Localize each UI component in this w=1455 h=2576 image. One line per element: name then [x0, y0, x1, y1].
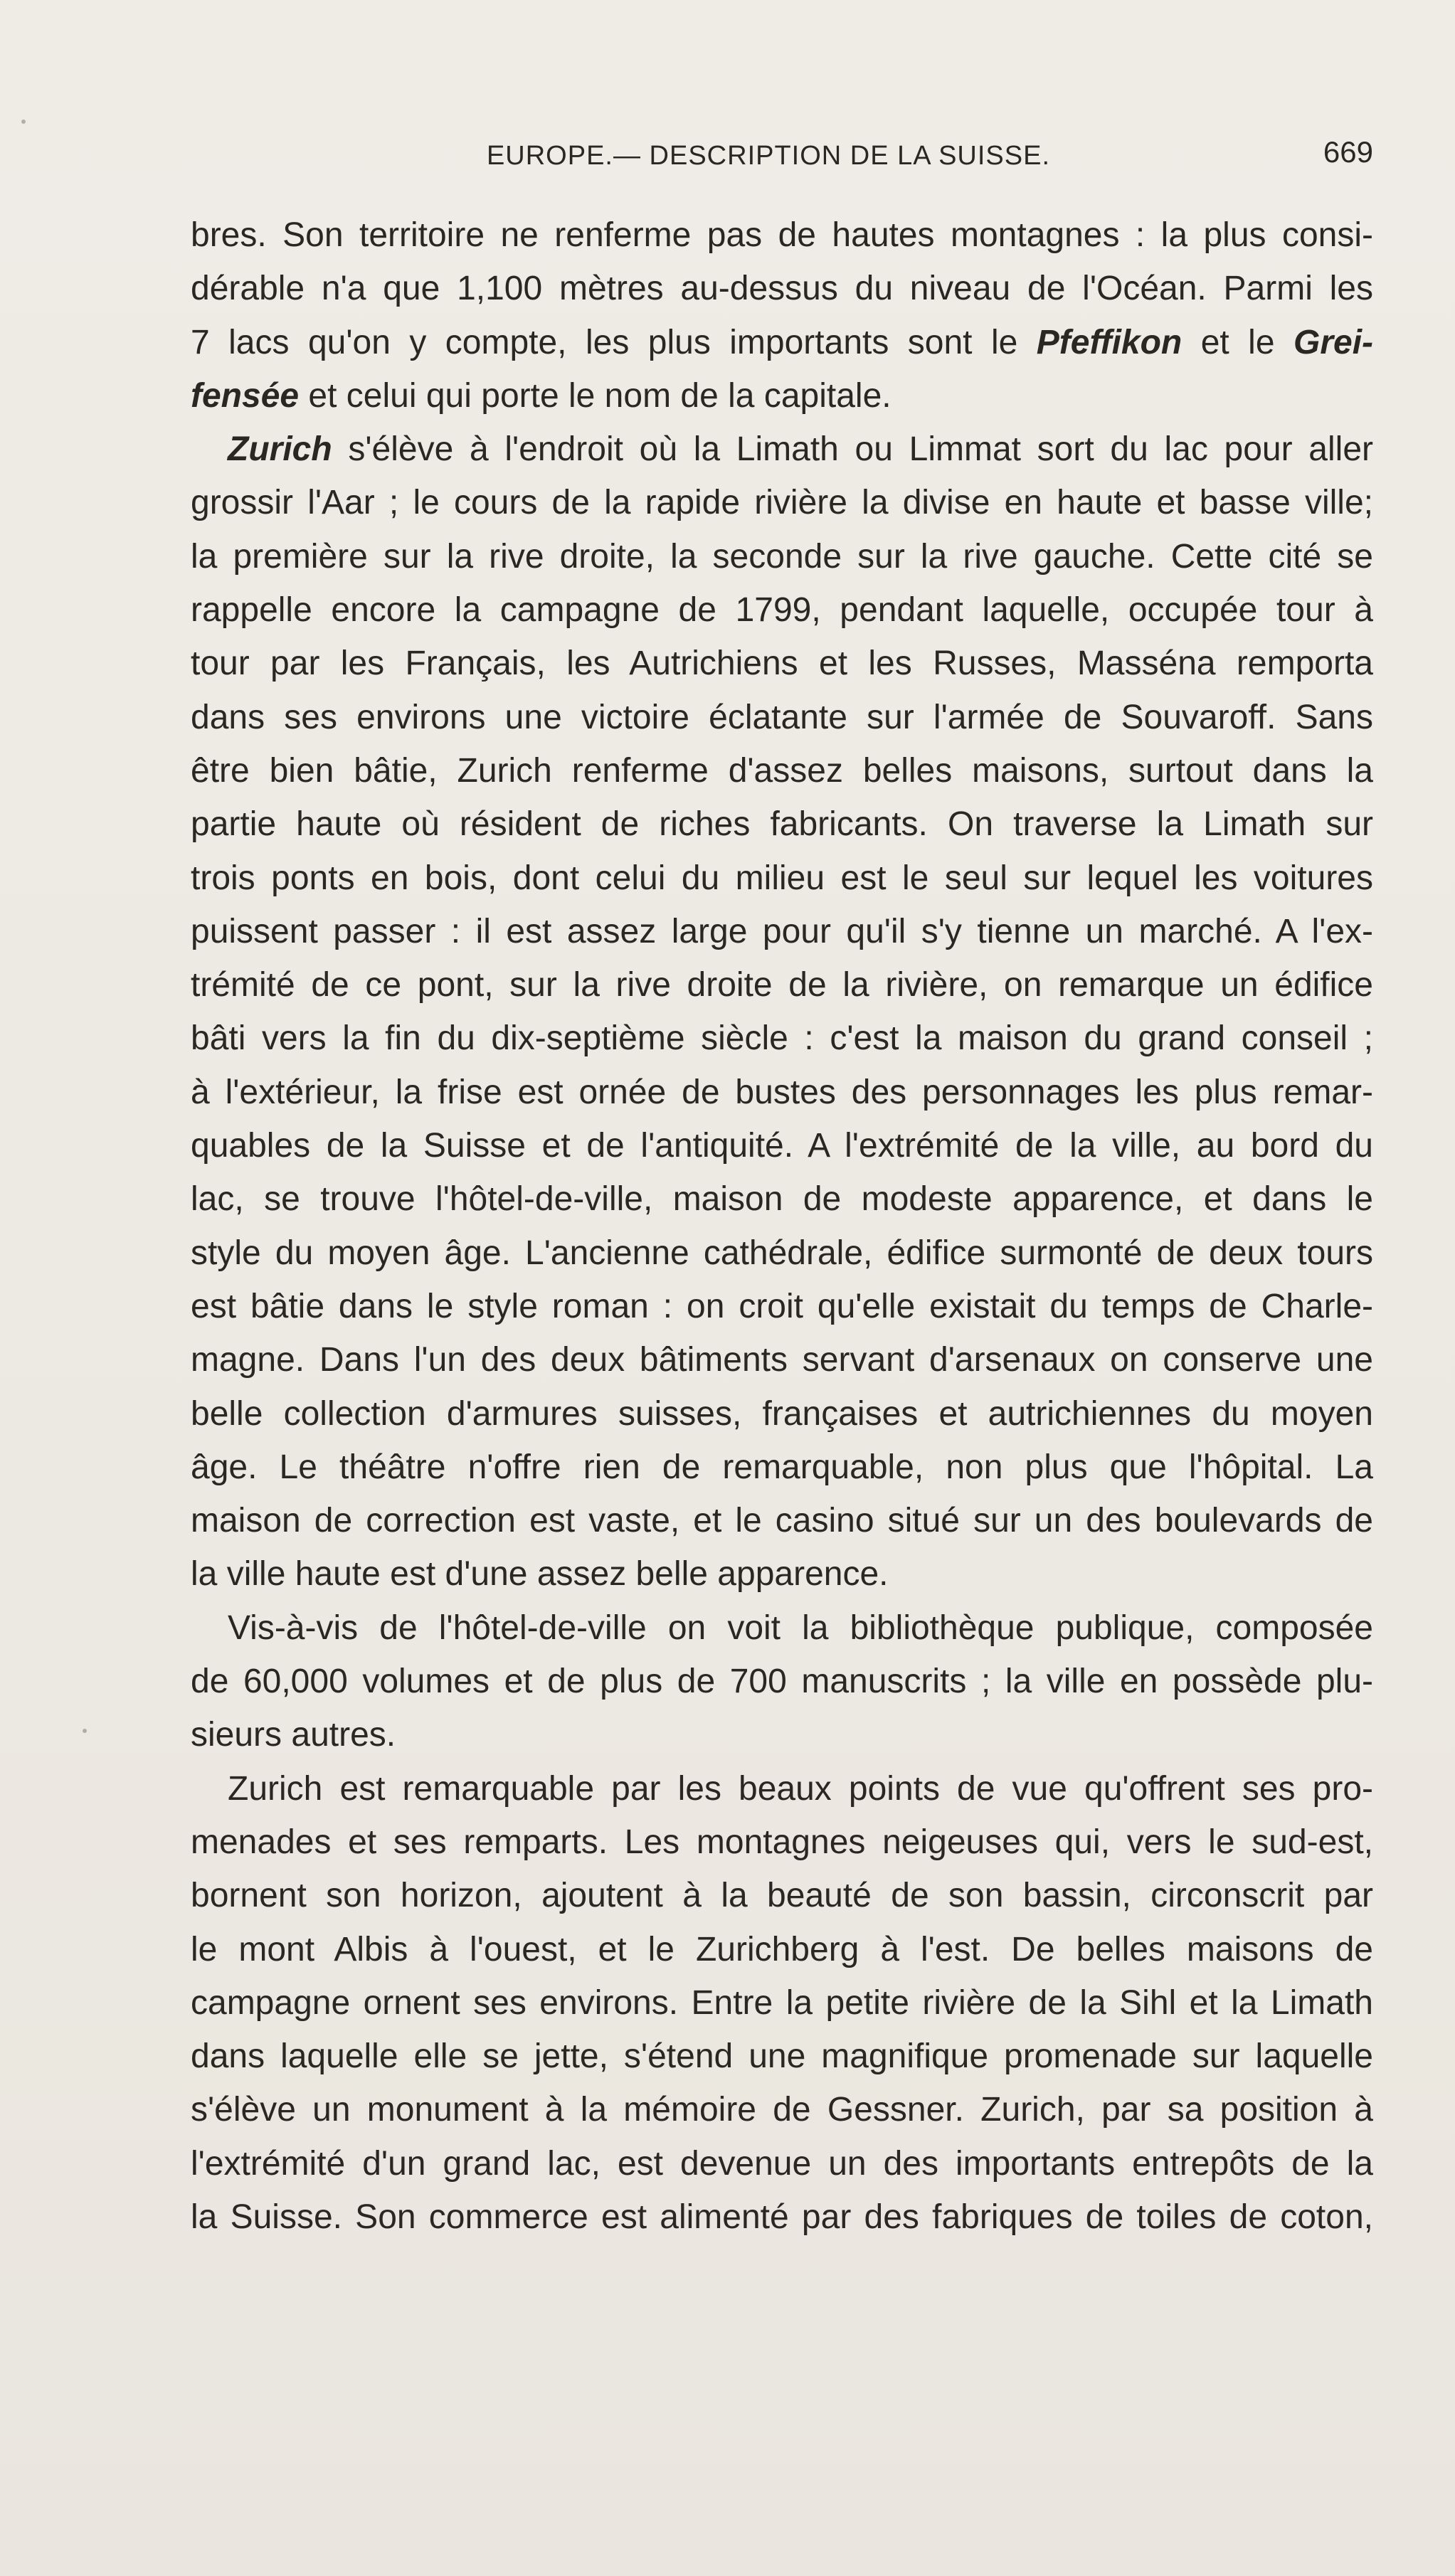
italic-term-zurich: Zurich: [228, 430, 332, 469]
text-line: [191, 316, 1373, 369]
text-line: dérable n'a que 1,100 mètres au-dessus du niveau de l'Océan. Parmi les: [191, 270, 1373, 308]
text-line: partie haute où résident de riches fabricants. On traverse la Limath sur: [191, 805, 1373, 844]
text-line: sieurs autres.: [191, 1716, 396, 1754]
text-line: dans ses environs une victoire éclatante sur l'armée de Souvaroff. Sans: [191, 698, 1373, 736]
text-line: quables de la Suisse et de l'antiquité. A l'extrémité de la ville, au bord du: [191, 1127, 1373, 1165]
text-line: Zurich est remarquable par les beaux points de vue qu'offrent ses pro-: [228, 1769, 1373, 1808]
italic-term-greifensee-end: fensée: [191, 376, 300, 415]
text-line: magne. Dans l'un des deux bâtiments servant d'arsenaux on conserve une: [191, 1341, 1373, 1379]
text-line: [191, 369, 1373, 423]
paper-speck: [83, 1729, 87, 1733]
text-line: tour par les Français, les Autrichiens et les Russes, Masséna remporta: [191, 645, 1373, 683]
text-line: trois ponts en bois, dont celui du milieu est le seul sur lequel les voitures: [191, 859, 1373, 897]
text-line: puissent passer : il est assez large pour qu'il s'y tienne un marché. A l'ex-: [191, 912, 1373, 950]
header-title: EUROPE.— DESCRIPTION DE LA SUISSE.: [486, 141, 1051, 171]
running-header: [185, 134, 1373, 176]
text-line: grossir l'Aar ; le cours de la rapide rivière la divise en haute et basse ville;: [191, 484, 1373, 522]
italic-term-pfeffikon: Pfeffikon: [1036, 323, 1182, 361]
text-line: maison de correction est vaste, et le casino situé sur un des boulevards de: [191, 1502, 1373, 1540]
text-fragment: et le: [1182, 323, 1293, 361]
text-fragment: 7 lacs qu'on y compte, les plus importants sont le: [191, 323, 1037, 361]
text-line: belle collection d'armures suisses, françaises et autrichiennes du moyen: [191, 1394, 1373, 1433]
text-line: la première sur la rive droite, la seconde sur la rive gauche. Cette cité se: [191, 537, 1373, 576]
text-fragment: et celui qui porte le nom de la capitale.: [299, 376, 891, 415]
text-line: âge. Le théâtre n'offre rien de remarquable, non plus que l'hôpital. La: [191, 1448, 1373, 1486]
body-text: [191, 208, 1373, 2244]
text-line: style du moyen âge. L'ancienne cathédrale, édifice surmonté de deux tours: [191, 1234, 1373, 1272]
text-line: le mont Albis à l'ouest, et le Zurichberg à l'est. De belles maisons de: [191, 1930, 1373, 1968]
text-fragment: s'élève à l'endroit où la Limath ou Limmat sort du lac pour aller: [332, 430, 1373, 469]
text-line: [191, 423, 1373, 476]
text-line: bâti vers la fin du dix-septième siècle : c'est la maison du grand conseil ;: [191, 1019, 1373, 1058]
text-line: Vis-à-vis de l'hôtel-de-ville on voit la bibliothèque publique, composée: [228, 1608, 1373, 1647]
text-line: la Suisse. Son commerce est alimenté par des fabriques de toiles de coton,: [191, 2198, 1373, 2236]
italic-term-greifensee: Grei-: [1293, 323, 1374, 361]
page-number: 669: [1323, 135, 1373, 169]
text-line: s'élève un monument à la mémoire de Gessner. Zurich, par sa position à: [191, 2091, 1373, 2129]
text-line: menades et ses remparts. Les montagnes neigeuses qui, vers le sud-est,: [191, 1823, 1373, 1861]
text-line: être bien bâtie, Zurich renferme d'assez belles maisons, surtout dans la: [191, 751, 1373, 790]
text-line: campagne ornent ses environs. Entre la petite rivière de la Sihl et la Limath: [191, 1983, 1373, 2022]
text-line: la ville haute est d'une assez belle apparence.: [191, 1555, 889, 1594]
text-line: de 60,000 volumes et de plus de 700 manuscrits ; la ville en possède plu-: [191, 1663, 1373, 1701]
text-line: bres. Son territoire ne renferme pas de hautes montagnes : la plus consi-: [191, 216, 1373, 254]
text-line: trémité de ce pont, sur la rive droite de la rivière, on remarque un édifice: [191, 966, 1373, 1005]
text-line: lac, se trouve l'hôtel-de-ville, maison de modeste apparence, et dans le: [191, 1180, 1373, 1219]
paper-speck: [21, 120, 26, 124]
text-line: à l'extérieur, la frise est ornée de bustes des personnages les plus remar-: [191, 1073, 1373, 1111]
text-line: est bâtie dans le style roman : on croit qu'elle existait du temps de Charle-: [191, 1287, 1373, 1325]
text-line: l'extrémité d'un grand lac, est devenue un des importants entrepôts de la: [191, 2144, 1373, 2183]
text-line: bornent son horizon, ajoutent à la beauté de son bassin, circonscrit par: [191, 1877, 1373, 1915]
text-line: dans laquelle elle se jette, s'étend une magnifique promenade sur laquelle: [191, 2037, 1373, 2076]
text-line: rappelle encore la campagne de 1799, pendant laquelle, occupée tour à: [191, 591, 1373, 630]
